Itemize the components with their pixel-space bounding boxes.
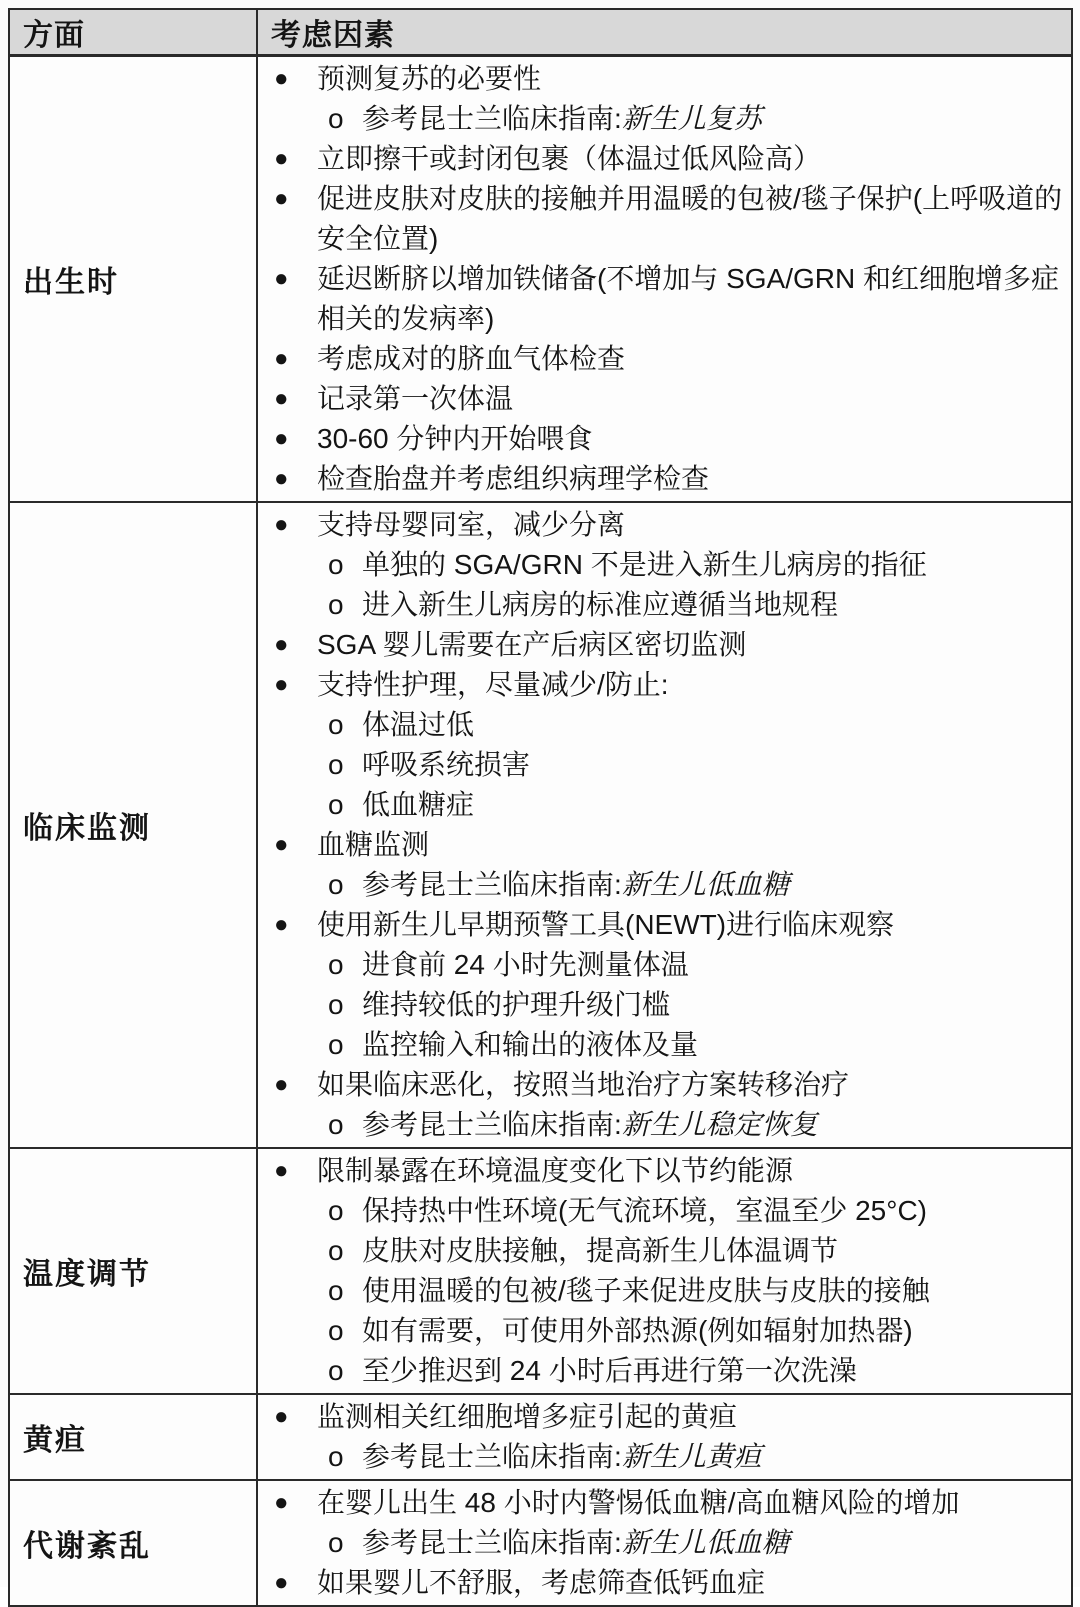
item-text: 参考昆士兰临床指南:	[362, 103, 622, 134]
header-cell-aspect: 方面	[9, 9, 257, 56]
item-text: 监测相关红细胞增多症引起的黄疸	[317, 1401, 738, 1432]
item-text: 如有需要，可使用外部热源(例如辐射加热器)	[362, 1315, 913, 1346]
table-row	[9, 56, 1072, 503]
sub-bullet-item	[258, 1437, 1067, 1477]
item-text: 在婴儿出生 48 小时内警惕低血糖/高血糖风险的增加	[317, 1487, 960, 1518]
bullet-item	[258, 179, 1067, 259]
sub-bullet-item	[258, 545, 1067, 585]
item-text: 呼吸系统损害	[362, 749, 531, 780]
bullet-marker-icon: ●	[274, 911, 289, 938]
sub-bullet-item	[258, 1025, 1067, 1065]
item-text: 限制暴露在环境温度变化下以节约能源	[317, 1155, 794, 1186]
bullet-marker-icon: ●	[274, 465, 289, 492]
item-text: 支持性护理，尽量减少/防止:	[317, 669, 669, 700]
item-text: 参考昆士兰临床指南:	[362, 1441, 622, 1472]
sub-bullet-item	[258, 785, 1067, 825]
bullet-marker-icon: ●	[274, 631, 289, 658]
bullet-item	[258, 1563, 1067, 1603]
considerations-cell	[257, 1394, 1072, 1480]
bullet-marker-icon: ●	[274, 145, 289, 172]
guideline-name: 新生儿低血糖	[621, 869, 790, 900]
bullet-marker-icon: ●	[274, 1071, 289, 1098]
item-text: SGA 婴儿需要在产后病区密切监测	[317, 629, 747, 660]
bullet-item	[258, 459, 1067, 499]
item-text: 检查胎盘并考虑组织病理学检查	[317, 463, 710, 494]
item-text: 预测复苏的必要性	[317, 63, 542, 94]
sub-bullet-marker-icon: o	[328, 589, 344, 620]
bullet-item	[258, 905, 1067, 945]
considerations-cell	[257, 1148, 1072, 1394]
bullet-item	[258, 379, 1067, 419]
item-text: 皮肤对皮肤接触，提高新生儿体温调节	[362, 1235, 839, 1266]
bullet-item	[258, 1065, 1067, 1105]
bullet-marker-icon: ●	[274, 511, 289, 538]
sub-bullet-item	[258, 865, 1067, 905]
bullet-marker-icon: ●	[274, 831, 289, 858]
table-header	[9, 9, 1072, 56]
sub-bullet-item	[258, 985, 1067, 1025]
considerations-table	[8, 8, 1073, 1607]
item-text: 进食前 24 小时先测量体温	[362, 949, 689, 980]
bullet-marker-icon: ●	[274, 1489, 289, 1516]
item-text: 考虑成对的脐血气体检查	[317, 343, 626, 374]
considerations-cell	[257, 1480, 1072, 1606]
sub-bullet-marker-icon: o	[328, 1441, 344, 1472]
sub-bullet-item	[258, 585, 1067, 625]
considerations-cell	[257, 56, 1072, 503]
bullet-marker-icon: ●	[274, 1569, 289, 1596]
item-text: 参考昆士兰临床指南:	[362, 1527, 622, 1558]
bullet-item	[258, 625, 1067, 665]
item-text: 至少推迟到 24 小时后再进行第一次洗澡	[362, 1355, 857, 1386]
sub-bullet-item	[258, 945, 1067, 985]
sub-bullet-marker-icon: o	[328, 1315, 344, 1346]
item-text: 延迟断脐以增加铁储备(不增加与 SGA/GRN 和红细胞增多症相关的发病率)	[317, 263, 1060, 334]
sub-bullet-item	[258, 705, 1067, 745]
sub-bullet-marker-icon: o	[328, 103, 344, 134]
sub-bullet-marker-icon: o	[328, 1235, 344, 1266]
sub-bullet-item	[258, 1231, 1067, 1271]
bullet-marker-icon: ●	[274, 1157, 289, 1184]
bullet-item	[258, 339, 1067, 379]
guideline-name: 新生儿复苏	[621, 103, 762, 134]
bullet-item	[258, 1151, 1067, 1191]
item-text: 使用新生儿早期预警工具(NEWT)进行临床观察	[317, 909, 895, 940]
aspect-label: 临床监测	[9, 502, 257, 1148]
sub-bullet-item	[258, 745, 1067, 785]
item-text: 使用温暖的包被/毯子来促进皮肤与皮肤的接触	[362, 1275, 930, 1306]
sub-bullet-item	[258, 1311, 1067, 1351]
item-text: 如果临床恶化，按照当地治疗方案转移治疗	[317, 1069, 850, 1100]
sub-bullet-marker-icon: o	[328, 549, 344, 580]
bullet-item	[258, 259, 1067, 339]
sub-bullet-marker-icon: o	[328, 1355, 344, 1386]
item-text: 体温过低	[362, 709, 475, 740]
bullet-item	[258, 59, 1067, 99]
sub-bullet-marker-icon: o	[328, 749, 344, 780]
sub-bullet-marker-icon: o	[328, 989, 344, 1020]
bullet-marker-icon: ●	[274, 671, 289, 698]
item-text: 监控输入和输出的液体及量	[362, 1029, 699, 1060]
item-text: 记录第一次体温	[317, 383, 514, 414]
bullet-marker-icon: ●	[274, 185, 289, 212]
table-row	[9, 1394, 1072, 1480]
sub-bullet-item	[258, 1191, 1067, 1231]
table-body	[9, 56, 1072, 1607]
table-row	[9, 502, 1072, 1148]
item-text: 如果婴儿不舒服，考虑筛查低钙血症	[317, 1567, 766, 1598]
aspect-label: 代谢紊乱	[9, 1480, 257, 1606]
sub-bullet-item	[258, 1271, 1067, 1311]
sub-bullet-item	[258, 99, 1067, 139]
bullet-marker-icon: ●	[274, 345, 289, 372]
sub-bullet-item	[258, 1351, 1067, 1391]
item-text: 进入新生儿病房的标准应遵循当地规程	[362, 589, 839, 620]
bullet-item	[258, 1397, 1067, 1437]
guideline-name: 新生儿稳定恢复	[621, 1109, 818, 1140]
table-row	[9, 1148, 1072, 1394]
item-text: 支持母婴同室，减少分离	[317, 509, 626, 540]
sub-bullet-item	[258, 1105, 1067, 1145]
item-text: 30-60 分钟内开始喂食	[317, 423, 593, 454]
item-text: 立即擦干或封闭包裹（体温过低风险高）	[317, 143, 822, 174]
sub-bullet-marker-icon: o	[328, 1029, 344, 1060]
sub-bullet-marker-icon: o	[328, 949, 344, 980]
bullet-marker-icon: ●	[274, 425, 289, 452]
guideline-name: 新生儿低血糖	[621, 1527, 790, 1558]
bullet-item	[258, 825, 1067, 865]
item-text: 维持较低的护理升级门槛	[362, 989, 671, 1020]
sub-bullet-marker-icon: o	[328, 709, 344, 740]
item-text: 促进皮肤对皮肤的接触并用温暖的包被/毯子保护(上呼吸道的安全位置)	[317, 183, 1063, 254]
item-text: 血糖监测	[317, 829, 430, 860]
bullet-item	[258, 665, 1067, 705]
aspect-label: 出生时	[9, 56, 257, 503]
sub-bullet-marker-icon: o	[328, 869, 344, 900]
item-text: 单独的 SGA/GRN 不是进入新生儿病房的指征	[362, 549, 927, 580]
bullet-item	[258, 419, 1067, 459]
table-row	[9, 1480, 1072, 1606]
bullet-marker-icon: ●	[274, 1403, 289, 1430]
bullet-item	[258, 1483, 1067, 1523]
sub-bullet-marker-icon: o	[328, 1195, 344, 1226]
sub-bullet-marker-icon: o	[328, 789, 344, 820]
bullet-item	[258, 139, 1067, 179]
bullet-item	[258, 505, 1067, 545]
considerations-cell	[257, 502, 1072, 1148]
item-text: 参考昆士兰临床指南:	[362, 869, 622, 900]
sub-bullet-item	[258, 1523, 1067, 1563]
header-row	[9, 9, 1072, 56]
item-text: 低血糖症	[362, 789, 475, 820]
bullet-marker-icon: ●	[274, 65, 289, 92]
header-cell-considerations: 考虑因素	[257, 9, 1072, 56]
sub-bullet-marker-icon: o	[328, 1109, 344, 1140]
aspect-label: 温度调节	[9, 1148, 257, 1394]
bullet-marker-icon: ●	[274, 385, 289, 412]
item-text: 参考昆士兰临床指南:	[362, 1109, 622, 1140]
sub-bullet-marker-icon: o	[328, 1527, 344, 1558]
guideline-name: 新生儿黄疸	[621, 1441, 762, 1472]
sub-bullet-marker-icon: o	[328, 1275, 344, 1306]
item-text: 保持热中性环境(无气流环境，室温至少 25°C)	[362, 1195, 927, 1226]
aspect-label: 黄疸	[9, 1394, 257, 1480]
bullet-marker-icon: ●	[274, 265, 289, 292]
